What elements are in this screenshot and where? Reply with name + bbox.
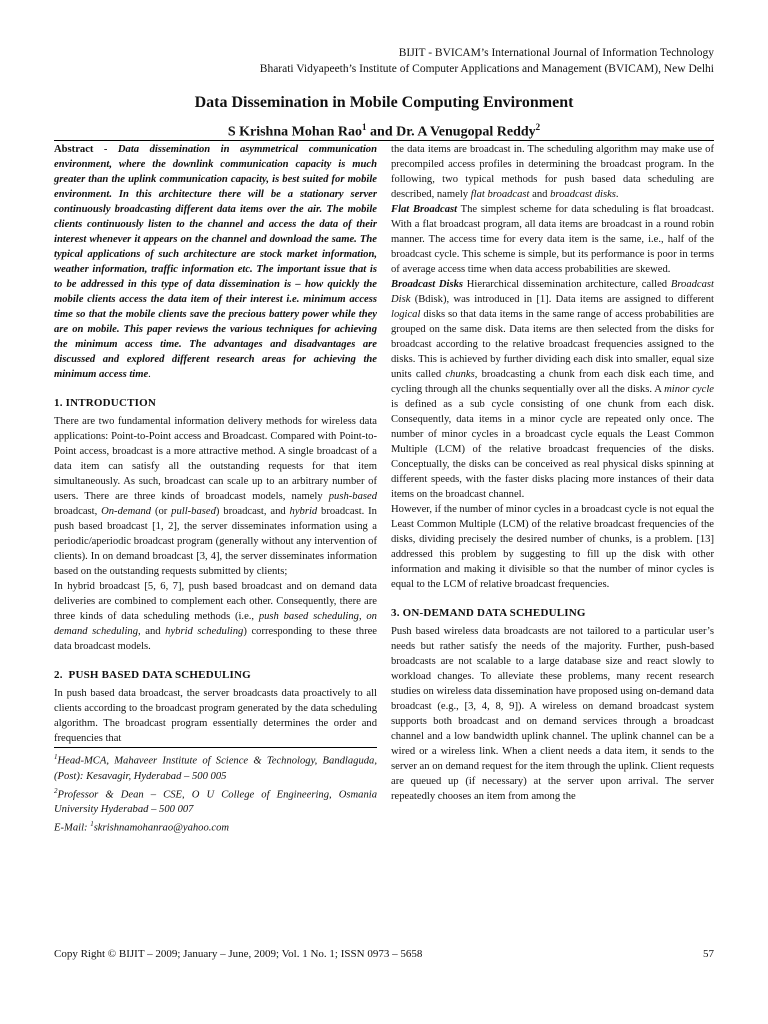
term-logical: logical bbox=[391, 309, 421, 320]
footnote-2-text: Professor & Dean – CSE, O U College of Engineering, Osmania University Hyderabad – 500 007 bbox=[54, 789, 377, 816]
text-run: disks so that data items in the same range of access probabilities are grouped on the same disk. Data items are then selected from the disks for broadcast according to the relative broadcast frequencies assigned to the disks. This is achieved by further dividing each disk into smaller, equal size units called bbox=[391, 309, 714, 380]
abstract bbox=[54, 142, 377, 382]
text-run: ) corresponding to these three data broadcast models. bbox=[54, 626, 377, 652]
footnote-1 bbox=[54, 750, 377, 784]
text-run: (or bbox=[151, 506, 172, 517]
author-1-affiliation-mark: 1 bbox=[362, 122, 367, 132]
term-scheduling-methods: push based scheduling, on demand scheduling, bbox=[54, 611, 377, 637]
left-column bbox=[54, 142, 377, 836]
page-number: 57 bbox=[703, 948, 714, 960]
author-conjunction: and bbox=[366, 124, 397, 140]
lcm-paragraph: However, if the number of minor cycles in a broadcast cycle is not equal the Least Common Multiple (LCM) of the relative broadcast frequencies of the disks, dividing precisely the desired number of chunks, is a problem. [13] addressed this problem by suggesting to fill up the disk with other information and making it divisible so that the number of minor cycles is equal to the LCM of relative broadcast frequencies. bbox=[391, 504, 714, 590]
push-paragraph-continued bbox=[391, 142, 714, 202]
term-push-based: push-based bbox=[328, 491, 377, 502]
broadcast-disks-paragraph bbox=[391, 277, 714, 502]
term-hybrid-scheduling: hybrid scheduling bbox=[165, 626, 244, 637]
push-paragraph-1: In push based data broadcast, the server broadcasts data proactively to all clients according to the broadcast program generated by the data scheduling algorithm. The broadcast program essentially determines the order and frequencies that bbox=[54, 688, 377, 744]
term-pull-based: pull-based bbox=[171, 506, 216, 517]
term-chunks: chunks bbox=[445, 369, 475, 380]
text-run: In hybrid broadcast [5, 6, 7], push based broadcast and on demand data deliveries are combined to complement each other. Consequently, there are three kinds of data scheduling methods (i.e., bbox=[54, 581, 377, 622]
section-heading-introduction: 1. INTRODUCTION bbox=[54, 397, 157, 409]
email-label: E-Mail: bbox=[54, 822, 91, 834]
intro-paragraph-2 bbox=[54, 579, 377, 654]
text-run: is defined as a sub cycle consisting of one chunk from each disk. Consequently, data items in a minor cycle are repeated only once. The number of minor cycles in a broadcast cycle equals the Least Common Multiple (LCM) of the relative broadcast frequencies of the disks. Conceptually, the disks can be conceived as real physical disks spinning at different speeds, with the faster disks placing more instances of their data items on the broadcast channel. bbox=[391, 399, 714, 500]
term-minor-cycle: minor cycle bbox=[664, 384, 714, 395]
section-heading-on-demand: 3. ON-DEMAND DATA SCHEDULING bbox=[391, 607, 586, 619]
text-run: , broadcasting a chunk from each disk each time, and cycling through all the chunks sequentially over all the disks. A bbox=[391, 369, 714, 395]
intro-paragraph-1 bbox=[54, 414, 377, 579]
abstract-end: . bbox=[148, 369, 151, 380]
text-run: There are two fundamental information delivery methods for wireless data applications: Point-to-Point access and Broadcast. Compared with Point-to-Point access, broadcast is a more attractive method. A single broadcast of a data item can satisfy all the outstanding requests for that item simultaneously. As such, broadcast can scale up to an arbitrary number of users. There are three kinds of broadcast models, namely bbox=[54, 416, 377, 502]
section-heading-push-based: 2. PUSH BASED DATA SCHEDULING bbox=[54, 669, 251, 681]
footnote-email bbox=[54, 817, 377, 836]
term-on-demand: On-demand bbox=[101, 506, 152, 517]
title-rule bbox=[54, 140, 714, 141]
footnote-1-mark: 1 bbox=[54, 753, 58, 761]
footnote-1-text: Head-MCA, Mahaveer Institute of Science & Technology, Bandlaguda, (Post): Kesavagir, Hyderabad – 500 005 bbox=[54, 755, 377, 782]
term-hybrid: hybrid bbox=[289, 506, 318, 517]
email-address: skrishnamohanrao@yahoo.com bbox=[93, 822, 230, 834]
text-run: broadcast, bbox=[54, 506, 102, 517]
text-run: The simplest scheme for data scheduling is flat broadcast. With a flat broadcast program, all data items are broadcast in a round robin manner. The access time for every data item is the same, i.e., half of the broadcast cycle. This scheme is simple, but its performance is poor in terms of average access time when data access probabilities are skewed. bbox=[391, 204, 714, 275]
text-run: (Bdisk), was introduced in [1]. Data items are assigned to different bbox=[410, 294, 714, 305]
text-run: . bbox=[615, 189, 619, 200]
text-run: Hierarchical dissemination architecture, called bbox=[463, 279, 671, 290]
author-line bbox=[0, 122, 768, 141]
text-run: ) broadcast, and bbox=[215, 506, 290, 517]
term-broadcast-disk: Broadcast Disk bbox=[391, 279, 714, 305]
page-footer bbox=[54, 948, 714, 960]
author-2: Dr. A Venugopal Reddy bbox=[396, 124, 536, 140]
term-broadcast-disks: broadcast disks bbox=[550, 189, 616, 200]
flat-broadcast-label: Flat Broadcast bbox=[391, 204, 458, 215]
on-demand-paragraph: Push based wireless data broadcasts are not tailored to a particular user’s needs but rather satisfy the needs of the majority. Further, push-based broadcasts are not scalable to a large database size and react slowly to workload changes. To alleviate these problems, many recent research studies on wireless data dissemination have proposed using on-demand data broadcast (e.g., [3, 4, 8, 9]). A wireless on demand broadcast system supports both broadcast and on demand services through a broadcast channel and a low bandwidth uplink channel. The uplink channel can be a wired or a wireless link. When a client needs a data item, it sends to the server an on demand request for the item through the uplink. Client requests are queued up (if necessary) at the server upon arrival. The server repeatedly chooses an item from among the bbox=[391, 626, 714, 802]
flat-broadcast-paragraph bbox=[391, 202, 714, 277]
paper-title: Data Dissemination in Mobile Computing Environment bbox=[194, 94, 574, 111]
author-2-affiliation-mark: 2 bbox=[535, 122, 541, 132]
footnote-rule bbox=[54, 747, 377, 748]
footnote-2 bbox=[54, 784, 377, 818]
footnote-2-mark: 2 bbox=[54, 786, 58, 795]
right-column bbox=[391, 142, 714, 804]
abstract-text: Data dissemination in asymmetrical communication environment, where the downlink communication capacity is much greater than the uplink communication capacity, is best suited for mobile environment. In this architecture there will be a stationary server continuously broadcasting different data items over the air. The mobile clients continuously listen to the channel and access the data of their interest whenever it appears on the channel and download the same. The typical applications of such architecture are stock market information, weather information, traffic information etc. The important issue that is to be addressed in this type of data dissemination is – how quickly the mobile clients access the data item of their interest i.e. minimum access time so that the mobile clients save the precious battery power while they are on mobile. This paper reviews the various techniques for achieving the minimum access time. The advantages and disadvantages are discussed and explored different research areas for achieving the minimum access time bbox=[54, 144, 377, 380]
institute-header: Bharati Vidyapeeth’s Institute of Computer Applications and Management (BVICAM), New Delhi bbox=[259, 63, 714, 75]
author-1: S Krishna Mohan Rao bbox=[227, 124, 363, 140]
text-run: the data items are broadcast in. The scheduling algorithm may make use of precompiled access profiles in determining the broadcast program. In the following, two typical methods for push based data scheduling are described, namely bbox=[391, 144, 714, 200]
journal-header: BIJIT - BVICAM’s International Journal of Information Technology bbox=[398, 47, 714, 59]
email-mark: 1 bbox=[90, 820, 94, 829]
text-run: and bbox=[529, 189, 551, 200]
term-flat-broadcast: flat broadcast bbox=[470, 189, 530, 200]
text-run: broadcast. In push based broadcast [1, 2], the server disseminates information using a periodic/aperiodic broadcast program (generally without any intervention of clients). In on demand broadcast [3, 4], the server disseminates information based on the outstanding requests submitted by clients; bbox=[54, 506, 377, 577]
text-run: and bbox=[140, 626, 166, 637]
copyright-line: Copy Right © BIJIT – 2009; January – June, 2009; Vol. 1 No. 1; ISSN 0973 – 5658 bbox=[54, 948, 423, 960]
broadcast-disks-label: Broadcast Disks bbox=[391, 279, 464, 290]
abstract-label: Abstract - bbox=[54, 144, 118, 155]
